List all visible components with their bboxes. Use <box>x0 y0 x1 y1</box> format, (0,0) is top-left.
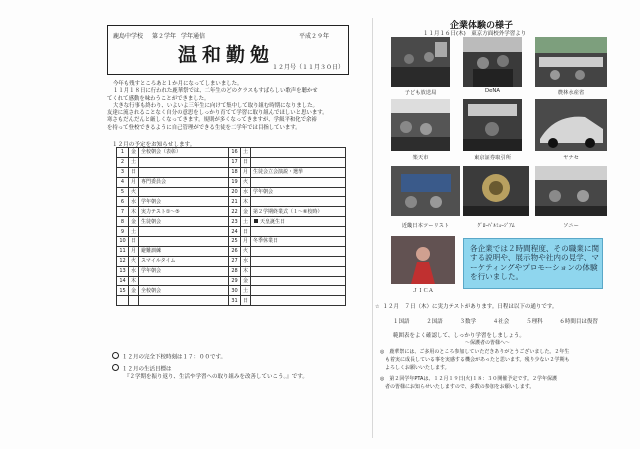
schedule-day: 21 <box>229 197 241 207</box>
dismissal-note <box>112 352 226 361</box>
schedule-event <box>139 167 229 177</box>
schedule-weekday: 月 <box>129 177 139 187</box>
intro-line: １１月１８日に行われた鹿華祭では、二年生のどのクラスもすばらしい歌声を聴かせ <box>113 88 318 95</box>
schedule-weekday: 金 <box>129 148 139 158</box>
schedule-weekday: 金 <box>129 286 139 296</box>
company-photo <box>391 166 460 216</box>
photo-caption: 楽天市 <box>412 155 429 161</box>
test-announcement <box>375 302 557 310</box>
year-label: 平成２９年 <box>299 33 330 40</box>
schedule-row <box>117 237 346 247</box>
schedule-weekday: 土 <box>241 217 251 227</box>
schedule-event <box>139 276 229 286</box>
schedule-event: 全校朝会 <box>139 286 229 296</box>
schedule-day: 4 <box>117 177 129 187</box>
schedule-row <box>117 207 346 217</box>
newsletter-label: 学年通信 <box>181 33 206 40</box>
schedule-row <box>117 227 346 237</box>
schedule-event: 避難訓練 <box>139 246 229 256</box>
grade-label: 第２学年 <box>152 33 177 40</box>
company-photo <box>391 236 455 284</box>
schedule-day: 20 <box>229 187 241 197</box>
schedule-day: 6 <box>117 197 129 207</box>
company-photo <box>463 166 529 216</box>
schedule-event: スマイルタイム <box>139 256 229 266</box>
schedule-event <box>251 217 346 227</box>
schedule-event <box>251 148 346 158</box>
guardian-line: よろしくお願いいたします。 <box>380 365 450 371</box>
schedule-weekday: 水 <box>129 197 139 207</box>
subject-item: ４社会 <box>492 319 510 325</box>
company-photo <box>535 99 607 151</box>
circle-bullet-icon <box>112 364 119 371</box>
schedule-day: 31 <box>229 296 241 306</box>
schedule-weekday: 日 <box>129 167 139 177</box>
column-divider <box>372 18 373 438</box>
info-text: 各企業では２時間程度、その職業に関する説明や、展示物や社内の見学、マーケティングやプロモーションの体験を行いました。 <box>470 244 600 282</box>
section-title: 企業体験の様子 <box>450 21 514 31</box>
schedule-event <box>251 296 346 306</box>
schedule-row <box>117 276 346 286</box>
schedule-event <box>251 256 346 266</box>
schedule-row <box>117 197 346 207</box>
schedule-weekday: 火 <box>129 256 139 266</box>
intro-line: 友達に流されることなく自分の意思をしっかり育てて学習に取り組んでほしいと思います。 <box>107 110 328 117</box>
schedule-day: 7 <box>117 207 129 217</box>
subject-item: １国語 <box>393 319 410 325</box>
intro-line: 寒さもだんだんと厳しくなってきます。規則が多くなってきますが、学級平和化で余裕 <box>107 117 317 124</box>
subject-item: ６時間目は復習 <box>559 319 598 325</box>
photo-caption: 農林水産省 <box>557 90 585 96</box>
guardian-line: ◎ 第２回学年PTAは、１２月１９日(火)１８：３０開催予定です。２学年保護 <box>380 376 557 382</box>
schedule-event <box>251 157 346 167</box>
goal-label: １２月の生活目標は <box>122 366 172 373</box>
schedule-day: 18 <box>229 167 241 177</box>
schedule-day: 24 <box>229 227 241 237</box>
schedule-event: 冬季休業日 <box>251 237 346 247</box>
guardian-line: ◎ 鹿華祭には、ご多用のところ参加していただきありがとうございました。２年生 <box>380 349 570 355</box>
schedule-weekday: 月 <box>129 246 139 256</box>
schedule-day: 22 <box>229 207 241 217</box>
schedule-weekday: 月 <box>241 167 251 177</box>
schedule-event <box>251 227 346 237</box>
schedule-day: 30 <box>229 286 241 296</box>
company-photo <box>463 99 522 151</box>
intro-text <box>107 81 357 132</box>
photo-caption: ソニー <box>563 223 579 229</box>
schedule-event <box>251 246 346 256</box>
dismissal-text: １２月の完全下校時刻は１７：００です。 <box>122 354 227 361</box>
schedule-day: 15 <box>117 286 129 296</box>
schedule-weekday: 水 <box>241 256 251 266</box>
issue-date: １２月号（１１月３０日） <box>272 64 345 71</box>
schedule-day: 23 <box>229 217 241 227</box>
schedule-day: 25 <box>229 237 241 247</box>
holiday-mark-icon <box>254 219 258 223</box>
schedule-table <box>116 147 346 306</box>
guardian-line: 者の皆様にお知らせいたしますので、多数の参加をお願いします。 <box>380 384 535 390</box>
company-photo <box>535 166 607 216</box>
schedule-event: 専門委員会 <box>139 177 229 187</box>
schedule-row <box>117 187 346 197</box>
schedule-event <box>139 187 229 197</box>
guardian-line: も着実に成長している事を実感する機会があったと思います。残り少ない２学期も <box>380 357 570 363</box>
photo-caption: ＪＩＣＡ <box>412 288 434 294</box>
photo-image <box>391 166 460 216</box>
schedule-weekday: 水 <box>129 266 139 276</box>
schedule-weekday: 土 <box>241 148 251 158</box>
schedule-event: 学年朝会 <box>139 266 229 276</box>
schedule-row <box>117 256 346 266</box>
schedule-day: 26 <box>229 246 241 256</box>
schedule-row <box>117 296 346 306</box>
photo-caption: 近畿日本ツーリスト <box>401 223 450 229</box>
schedule-day: 28 <box>229 266 241 276</box>
subject-item: ２国語 <box>426 319 443 325</box>
intro-line: 今年も残すところあと１か月になってしまいました。 <box>113 81 243 87</box>
goal-text: 『２学期を振り返り、生活や学習への取り組みを改善していこう。』です。 <box>124 374 308 380</box>
schedule-day: 8 <box>117 217 129 227</box>
schedule-row <box>117 177 346 187</box>
schedule-weekday: 日 <box>241 227 251 237</box>
schedule-weekday: 日 <box>129 237 139 247</box>
photo-caption: 東京証券取引所 <box>473 155 512 161</box>
schedule-weekday: 金 <box>241 276 251 286</box>
schedule-row <box>117 157 346 167</box>
schedule-event: 生徒朝会 <box>139 217 229 227</box>
schedule-row <box>117 217 346 227</box>
photo-image <box>463 166 529 216</box>
intro-line: てくれて感動を味わうことができました。 <box>107 95 210 102</box>
schedule-event <box>251 197 346 207</box>
schedule-day: 17 <box>229 157 241 167</box>
newsletter-title: 温和勤勉 <box>178 44 275 66</box>
company-photo <box>463 37 522 87</box>
schedule-weekday: 金 <box>241 207 251 217</box>
schedule-event: 第２学期終業式（１～⑥校時） <box>251 207 346 217</box>
schedule-weekday: 月 <box>241 237 251 247</box>
schedule-day: 5 <box>117 187 129 197</box>
photo-image <box>463 37 522 87</box>
info-box <box>463 238 603 289</box>
company-photo <box>391 99 450 151</box>
schedule-event: 実力テスト①～⑤ <box>139 207 229 217</box>
photo-image <box>463 99 522 151</box>
schedule-weekday: 土 <box>129 227 139 237</box>
schedule-row <box>117 246 346 256</box>
schedule-day: 2 <box>117 157 129 167</box>
schedule-weekday: 火 <box>241 177 251 187</box>
schedule-day: 27 <box>229 256 241 266</box>
guardian-heading: ～保護者の皆様へ～ <box>465 340 511 346</box>
schedule-weekday: 火 <box>129 187 139 197</box>
schedule-event <box>139 157 229 167</box>
circle-bullet-icon <box>112 352 119 359</box>
schedule-weekday <box>129 296 139 306</box>
schedule-weekday: 日 <box>241 296 251 306</box>
schedule-day: 10 <box>117 237 129 247</box>
schedule-day: 19 <box>229 177 241 187</box>
schedule-event <box>139 296 229 306</box>
schedule-weekday: 水 <box>241 187 251 197</box>
photo-caption: ｸﾞﾛｰﾊﾞﾙﾐｭｰｼﾞｱﾑ <box>477 223 515 229</box>
photo-image <box>535 37 607 87</box>
photo-image <box>535 166 607 216</box>
schedule-event <box>251 177 346 187</box>
schedule-row <box>117 167 346 177</box>
schedule-day: 16 <box>229 148 241 158</box>
company-photo <box>391 37 450 87</box>
schedule-weekday: 金 <box>129 217 139 227</box>
schedule-event <box>139 227 229 237</box>
schedule-event: 学年朝会 <box>139 197 229 207</box>
photo-image <box>391 37 450 87</box>
schedule-weekday: 火 <box>241 246 251 256</box>
schedule-event: 生徒会立会演説・選挙 <box>251 167 346 177</box>
schedule-row <box>117 148 346 158</box>
photo-image <box>535 99 607 151</box>
schedule-day: 12 <box>117 256 129 266</box>
schedule-day: 13 <box>117 266 129 276</box>
schedule-weekday: 日 <box>241 157 251 167</box>
photo-image <box>391 236 455 284</box>
schedule-event <box>251 286 346 296</box>
star-icon: ☆ <box>375 304 380 310</box>
schedule-day: 11 <box>117 246 129 256</box>
photo-caption: 子ども放送局 <box>404 90 437 96</box>
test-announcement-text: １２月 ７日（木）に実力テストがあります。日程は以下の通りです。 <box>382 304 558 310</box>
schedule-event <box>139 237 229 247</box>
schedule-weekday: 土 <box>129 157 139 167</box>
schedule-weekday: 木 <box>241 266 251 276</box>
schedule-day <box>117 296 129 306</box>
schedule-row <box>117 266 346 276</box>
schedule-weekday: 木 <box>241 197 251 207</box>
schedule-event: 学年朝会 <box>251 187 346 197</box>
range-note: 範囲表をよく確認して、しっかり学習をしましょう。 <box>393 333 525 339</box>
photo-image <box>391 99 450 151</box>
schedule-weekday: 木 <box>129 276 139 286</box>
intro-line: を持って登校できるように自己管理ができる生徒を二学年では目指しています。 <box>107 124 301 131</box>
school-name: 鹿島中学校 <box>113 33 144 40</box>
section-subtitle: １１月１６日(木) 東京方面校外学習より <box>423 31 527 37</box>
schedule-event <box>251 266 346 276</box>
test-subjects <box>393 317 612 325</box>
schedule-intro: １２月の予定をお知らせします。 <box>112 142 196 148</box>
schedule-event <box>251 276 346 286</box>
photo-caption: ヤナセ <box>563 155 579 161</box>
company-photo <box>535 37 607 87</box>
subject-item: ３数学 <box>459 319 477 325</box>
photo-caption: DeNA <box>485 88 500 94</box>
schedule-row <box>117 286 346 296</box>
schedule-weekday: 木 <box>129 207 139 217</box>
schedule-event: 全校朝会（表彰） <box>139 148 229 158</box>
schedule-day: 1 <box>117 148 129 158</box>
intro-line: 大きな行事も終わり、いよいよ三年生に向けて集中して取り組む時期になりました。 <box>113 102 318 109</box>
schedule-day: 29 <box>229 276 241 286</box>
schedule-day: 9 <box>117 227 129 237</box>
schedule-day: 3 <box>117 167 129 177</box>
subject-item: ５理科 <box>526 319 543 325</box>
holiday-label: 天皇誕生日 <box>260 218 286 225</box>
schedule-day: 14 <box>117 276 129 286</box>
schedule-weekday: 土 <box>241 286 251 296</box>
